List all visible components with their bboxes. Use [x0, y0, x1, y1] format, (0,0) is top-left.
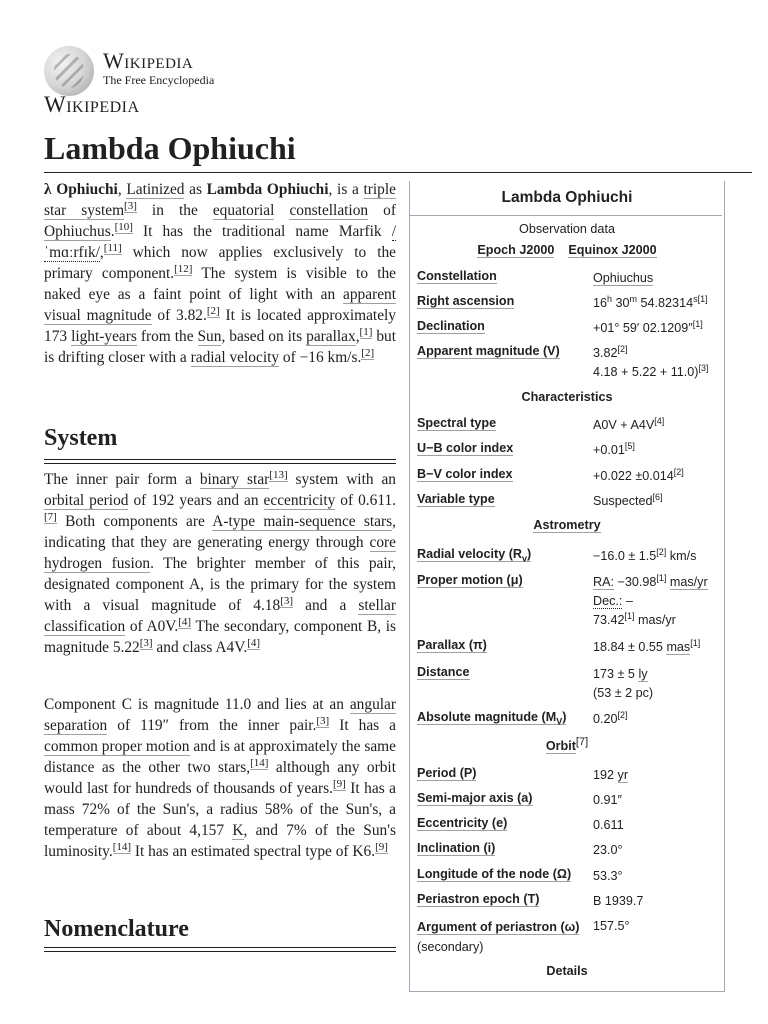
ref-link[interactable]: [2]: [656, 546, 667, 557]
wikipedia-globe-icon: [44, 46, 94, 96]
label-radial-velocity: Radial velocity $(R_v)$: [417, 547, 532, 564]
label-distance[interactable]: Distance: [417, 665, 470, 679]
label-eccentricity[interactable]: Eccentricity (e): [417, 816, 508, 830]
ref-link[interactable]: [1]: [690, 637, 701, 648]
link-common-proper-motion[interactable]: common proper motion: [44, 738, 190, 755]
intro-paragraph: λ Ophiuchi, Latinized as Lambda Ophiuchi, is a triple star system[3] in the equatorial constellation of Ophiuchus.[10] It has the traditional name Marfik /ˈmɑːrfɪk/,[11] which now applies exclusively to the primary component.[12] The system is visible to the naked eye as a faint point of light with an apparent visual magnitude of 3.82.[2] It is located approximately 173 light-years from the Sun, based on its parallax,[1] but is drifting closer with a radial velocity of −16 km/s.[2]: [44, 181, 397, 366]
link-hydrogen-fusion[interactable]: hydrogen fusion: [44, 555, 151, 572]
bold-latin-name: Lambda Ophiuchi: [206, 181, 329, 198]
ref-link[interactable]: [2]: [673, 466, 684, 477]
label-parallax[interactable]: Parallax (π): [417, 638, 487, 652]
value-declination: +01° 59′ 02.1209″: [593, 321, 693, 335]
label-variable-type[interactable]: Variable type: [417, 492, 495, 506]
ref-link[interactable]: [4]: [178, 615, 192, 628]
infobox-title: Lambda Ophiuchi: [501, 189, 633, 206]
infobox-section-observation: Observation data: [519, 222, 615, 236]
ref-link[interactable]: [3]: [124, 199, 137, 212]
ref-link[interactable]: [2]: [617, 709, 628, 720]
ref-link[interactable]: [14]: [250, 756, 269, 769]
ref-link[interactable]: [2]: [617, 343, 628, 354]
link-astrometry[interactable]: Astrometry: [533, 518, 601, 532]
ref-link[interactable]: [1]: [697, 293, 708, 304]
system-paragraph-2: Component C is magnitude 11.0 and lies at an angular separation of 119″ from the inner pair.[3] It has a common proper motion and is at approximately the same distance as the other two stars,[14] although any orbit would last for hundreds of thousands of years.[9] It has a mass 72% of the Sun's, a radius 58% of the Sun's, a temperature of about 4,157 K, and 7% of the Sun's luminosity.[14] It has an estimated spectral type of K6.[9]: [44, 696, 396, 860]
ref-link[interactable]: [9]: [333, 777, 346, 790]
label-inclination[interactable]: Inclination (i): [417, 841, 496, 855]
infobox: Lambda Ophiuchi Observation data Epoch J2000 Equinox J2000 Constellation Ophiuchus Right ascension 16$^h$ 30$^m$ $54.82314^{s[1]}$ Declination +01° 59′ 02.1209″[1] Apparent magnitude (V) 3.82[2] 4.18 + 5.22 + 11.0)[3] Characteristics Spectral type A0V + A4V[4] U−B color index +0.01[5] B−V color index +0.022 ±0.014[2] Variable type Suspected[6] Astrometry Radial velocity $(R_v)$ −16.0 ± 1.5[2] km/s Proper motion (μ) RA: −30.98[1] mas/yr Dec.: – 73.42[1] mas/yr Parallax (π) 18.84 ± 0.55 mas[1] Distance 173 ± 5 ly (53 ± 2 pc) Absolute magnitude $(M_V)$ 0.20[2] Orbit[7] Period (P) 192 yr Semi-major axis (a) 0.91″ Eccentricity (e) 0.611 Inclination (i) 23.0° Longitude of the node (Ω) 53.3° Periastron epoch (T) B 1939.7 Argument of periastron (ω) (secondary) 157.5° Details: [409, 181, 725, 992]
link-ophiuchus[interactable]: Ophiuchus: [44, 223, 111, 240]
label-declination[interactable]: Declination: [417, 319, 485, 333]
link-a-type[interactable]: A-type main-sequence stars: [212, 513, 393, 530]
ref-link[interactable]: [1]: [624, 610, 635, 621]
ref-link[interactable]: [7]: [575, 735, 589, 748]
ref-link[interactable]: [9]: [375, 840, 388, 853]
link-core[interactable]: core: [369, 534, 396, 551]
ref-link[interactable]: [13]: [269, 468, 288, 481]
link-apparent-magnitude[interactable]: apparent visual magnitude: [44, 286, 396, 324]
section-divider: [44, 947, 396, 952]
wikipedia-logo[interactable]: [44, 44, 344, 116]
link-radial-velocity[interactable]: radial velocity: [190, 349, 280, 366]
label-apparent-magnitude[interactable]: Apparent magnitude (V): [417, 344, 560, 358]
link-eccentricity[interactable]: eccentricity: [263, 492, 336, 509]
ref-link[interactable]: [3]: [280, 594, 294, 607]
ref-link[interactable]: [12]: [174, 262, 193, 275]
link-kelvin[interactable]: K: [232, 822, 244, 839]
label-argument-periastron[interactable]: Argument of periastron (ω): [417, 920, 580, 934]
link-triple-star[interactable]: triple star system: [44, 181, 396, 219]
tagline: The Free Encyclopedia: [103, 73, 215, 87]
link-latinized[interactable]: Latinized: [126, 181, 185, 198]
section-heading-system: System: [44, 425, 118, 451]
link-equinox[interactable]: Equinox J2000: [568, 243, 657, 257]
ref-link[interactable]: [2]: [361, 346, 375, 359]
link-parallax[interactable]: parallax: [306, 328, 356, 345]
label-absolute-magnitude: Absolute magnitude $(M_V)$: [417, 710, 567, 727]
ref-link[interactable]: [3]: [698, 362, 709, 373]
wordmark: Wikipedia: [103, 48, 194, 73]
label-constellation[interactable]: Constellation: [417, 269, 497, 283]
ipa-pronunciation[interactable]: /ˈmɑːrfɪk/: [44, 223, 396, 261]
page-title: Lambda Ophiuchi: [44, 130, 296, 166]
section-heading-nomenclature: Nomenclature: [44, 916, 189, 942]
link-binary-star[interactable]: binary star: [199, 471, 270, 488]
label-semi-major-axis[interactable]: Semi-major axis (a): [417, 791, 533, 805]
link-angular-separation[interactable]: angular separation: [44, 696, 396, 734]
link-sun[interactable]: Sun: [197, 328, 222, 345]
ref-link[interactable]: [3]: [139, 636, 153, 649]
ref-link[interactable]: [7]: [44, 510, 57, 523]
ref-link[interactable]: [11]: [103, 241, 122, 254]
infobox-section-astrometry: [410, 518, 724, 532]
link-equatorial[interactable]: equatorial: [212, 202, 275, 219]
label-period[interactable]: Period (P): [417, 766, 477, 780]
system-paragraph-1: The inner pair form a binary star[13] system with an orbital period of 192 years and an eccentricity of 0.611.[7] Both components are A-type main-sequence stars, indicating that they are generating energy through core hydrogen fusion. The brighter member of this pair, designated component A, is the primary for the system with a visual magnitude of 4.18[3] and a stellar classification of A0V.[4] The secondary, component B, is magnitude 5.22[3] and class A4V.[4]: [44, 468, 397, 656]
infobox-section-orbit: [410, 735, 724, 753]
link-epoch[interactable]: Epoch J2000: [477, 243, 555, 257]
label-spectral-type[interactable]: Spectral type: [417, 416, 497, 430]
link-orbit[interactable]: Orbit: [545, 739, 576, 753]
infobox-section-details: Details: [546, 964, 588, 978]
infobox-section-characteristics: Characteristics: [521, 390, 613, 404]
ref-link[interactable]: [4]: [654, 415, 665, 426]
section-divider: [44, 459, 396, 464]
ref-link[interactable]: [5]: [624, 440, 635, 451]
ref-link[interactable]: [3]: [316, 714, 330, 727]
ref-link[interactable]: [2]: [206, 304, 220, 317]
ref-link[interactable]: [1]: [359, 325, 373, 338]
label-ub-index[interactable]: U−B color index: [417, 441, 514, 455]
ref-link[interactable]: [4]: [247, 636, 261, 649]
ref-link[interactable]: [6]: [652, 491, 663, 502]
title-divider: [44, 172, 752, 173]
label-periastron-epoch[interactable]: Periastron epoch (T): [417, 892, 540, 906]
link-orbital-period[interactable]: orbital period: [44, 492, 129, 509]
value-constellation[interactable]: Ophiuchus: [593, 271, 654, 285]
ref-link[interactable]: [1]: [692, 318, 703, 329]
wordmark-small: Wikipedia: [44, 92, 140, 117]
label-right-ascension[interactable]: Right ascension: [417, 294, 515, 308]
label-node-longitude[interactable]: Longitude of the node (Ω): [417, 867, 572, 881]
label-proper-motion[interactable]: Proper motion (μ): [417, 573, 523, 587]
ref-link[interactable]: [10]: [114, 220, 133, 233]
link-light-years[interactable]: light-years: [71, 328, 137, 345]
bold-name: λ Ophiuchi: [44, 181, 118, 198]
link-stellar-classification[interactable]: stellar classification: [44, 597, 396, 635]
ref-link[interactable]: [1]: [656, 572, 667, 583]
infobox-epoch-row: [410, 243, 724, 257]
label-bv-index[interactable]: B−V color index: [417, 467, 513, 481]
link-constellation[interactable]: constellation: [289, 202, 369, 219]
ref-link[interactable]: [14]: [112, 840, 132, 853]
